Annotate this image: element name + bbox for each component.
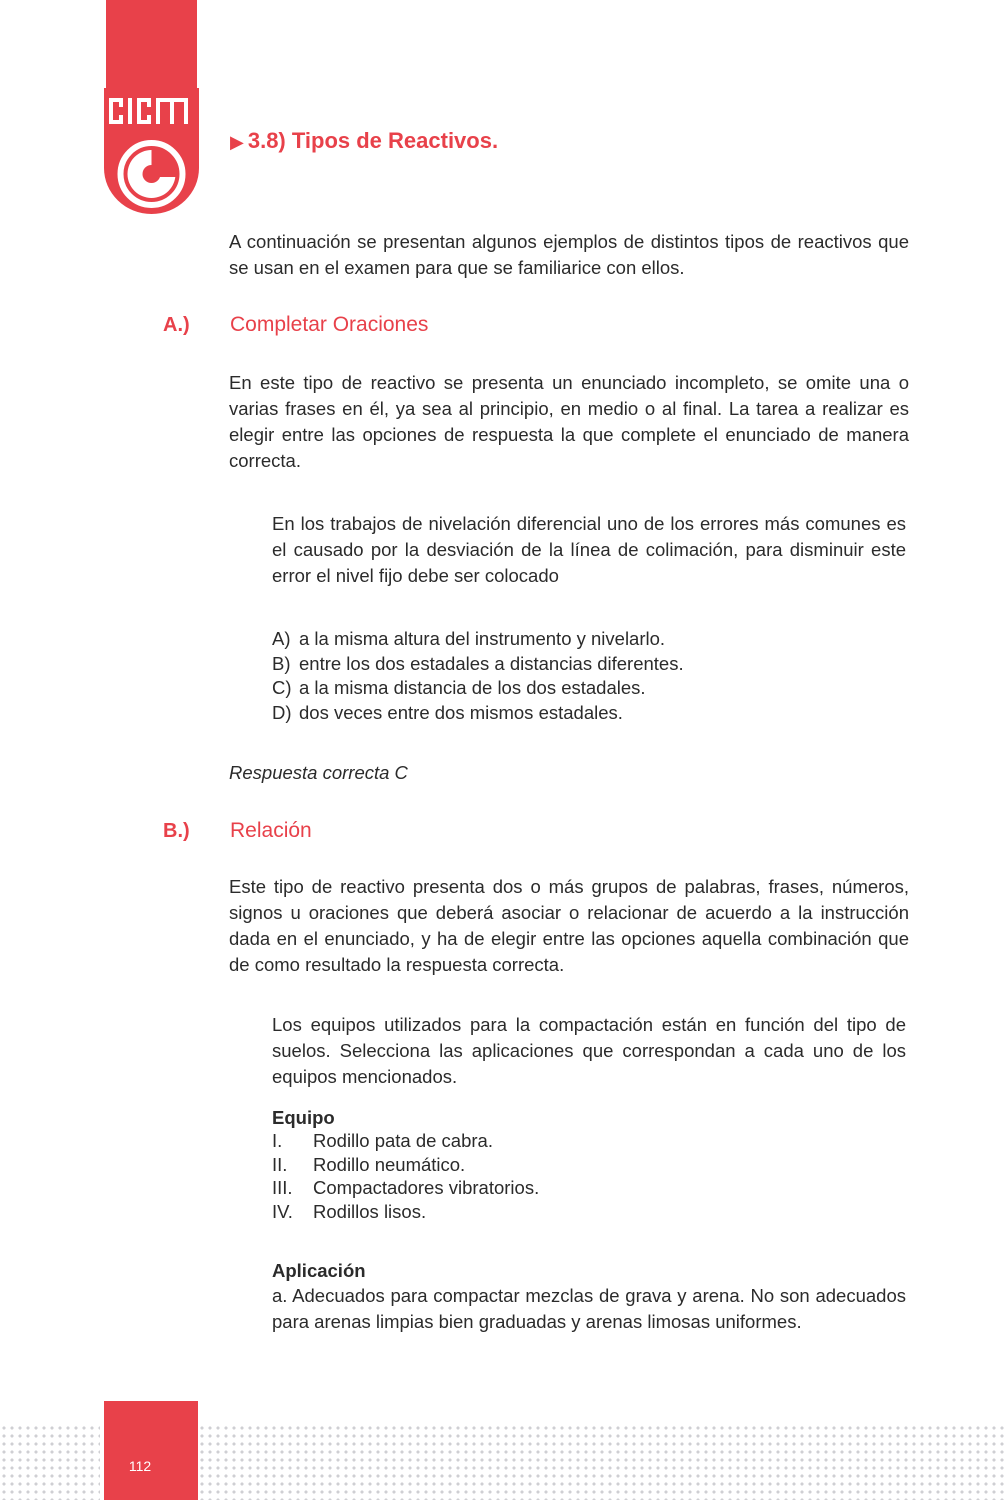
cicm-logo: [104, 88, 199, 214]
intro-paragraph: A continuación se presentan algunos ejemplos de distintos tipos de reactivos que se usan en el examen para que se familiarice con ellos.: [229, 231, 909, 278]
header-red-strip: [106, 0, 197, 98]
play-arrow-icon: ▶: [230, 132, 244, 152]
equipment-item: IV. Rodillos lisos.: [272, 1200, 427, 1222]
equipment-item: III. Compactadores vibratorios.: [272, 1177, 540, 1198]
equipment-list: [272, 1129, 539, 1223]
footer-dot-pattern-left: [0, 1424, 100, 1500]
part-a-letter: A.): [163, 314, 190, 336]
equipment-item: I. Rodillo pata de cabra.: [272, 1130, 493, 1151]
part-a-description: En este tipo de reactivo se presenta un enunciado incompleto, se omite una o varias frases en él, ya sea al principio, en medio o al final. La tarea a realizar es elegir entre las opciones de respuesta la que complete el enunciado de manera correcta.: [229, 372, 909, 471]
part-b-title: Relación: [230, 819, 312, 842]
part-a-title: Completar Oraciones: [230, 313, 429, 336]
equipment-item: II. Rodillo neumático.: [272, 1153, 466, 1175]
page-number: 112: [128, 1458, 152, 1474]
equipment-heading: Equipo: [272, 1107, 335, 1128]
part-b-question: Los equipos utilizados para la compactación están en función del tipo de suelos. Selecciona las aplicaciones que correspondan a cada uno de los equipos mencionados.: [272, 1014, 906, 1087]
section-title: ▶ 3.8) Tipos de Reactivos.: [230, 128, 499, 153]
part-a-answer: Respuesta correcta C: [229, 762, 408, 783]
part-a-question: En los trabajos de nivelación diferencial uno de los errores más comunes es el causado por la desviación de la línea de colimación, para disminuir este error el nivel fijo debe ser colocado: [272, 513, 906, 586]
option-d: D) dos veces entre dos mismos estadales.: [272, 701, 623, 723]
option-c: C) a la misma distancia de los dos estadales.: [272, 677, 646, 698]
part-b-description: Este tipo de reactivo presenta dos o más grupos de palabras, frases, números, signos u oraciones que deberá asociar o relacionar de acuerdo a la instrucción dada en el enunciado, y ha de elegir entre las opciones aquella combinación que de como resultado la respuesta correcta.: [229, 876, 909, 975]
page-number-box: [104, 1401, 198, 1500]
part-b-letter: B.): [163, 820, 190, 842]
option-a: A) a la misma altura del instrumento y nivelarlo.: [272, 628, 666, 649]
application-item-a: a. Adecuados para compactar mezclas de grava y arena. No son adecuados para arenas limpias bien graduadas y arenas limosas uniformes.: [272, 1285, 906, 1332]
option-b: B) entre los dos estadales a distancias diferentes.: [272, 652, 684, 674]
footer-dot-pattern-right: [198, 1424, 1006, 1500]
part-a-options: [272, 627, 684, 725]
application-heading: Aplicación: [272, 1260, 366, 1281]
